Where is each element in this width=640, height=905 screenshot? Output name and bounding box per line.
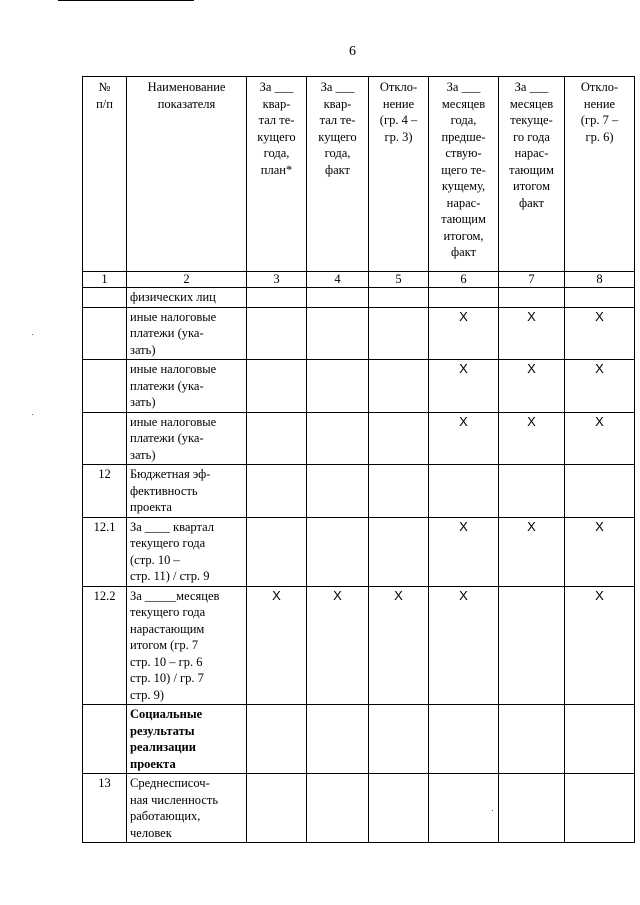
table-row — [83, 412, 635, 465]
value-cell — [499, 774, 565, 843]
value-cell: X — [429, 307, 499, 360]
value-cell — [499, 465, 565, 518]
scan-speck — [492, 810, 493, 811]
value-cell — [307, 288, 369, 308]
value-cell — [307, 517, 369, 586]
column-number-row — [83, 272, 635, 288]
value-cell: X — [565, 517, 635, 586]
row-number: 12 — [83, 465, 127, 518]
value-cell: X — [565, 360, 635, 413]
value-cell: X — [499, 360, 565, 413]
column-number: 8 — [565, 272, 635, 288]
value-cell — [369, 288, 429, 308]
row-number — [83, 288, 127, 308]
indicator-name: Социальные результаты реализации проекта — [127, 705, 247, 774]
value-cell — [499, 705, 565, 774]
value-cell: X — [429, 517, 499, 586]
value-cell: X — [499, 412, 565, 465]
value-cell: X — [499, 517, 565, 586]
top-rule — [58, 0, 194, 1]
value-cell — [369, 307, 429, 360]
value-cell — [247, 465, 307, 518]
column-number: 1 — [83, 272, 127, 288]
table-row — [83, 517, 635, 586]
value-cell — [369, 360, 429, 413]
value-cell — [429, 465, 499, 518]
header-cell: За ___ месяцев года, предше- ствую- щего те- кущему, нарас- тающим итогом, факт — [429, 77, 499, 272]
value-cell — [499, 586, 565, 705]
indicator-name: Среднесписоч- ная численность работающих, человек — [127, 774, 247, 843]
value-cell — [247, 705, 307, 774]
column-number: 3 — [247, 272, 307, 288]
indicators-table — [82, 76, 635, 843]
value-cell — [565, 465, 635, 518]
value-cell: X — [369, 586, 429, 705]
value-cell — [307, 360, 369, 413]
value-cell — [499, 288, 565, 308]
row-number: 13 — [83, 774, 127, 843]
row-number — [83, 360, 127, 413]
row-number: 12.2 — [83, 586, 127, 705]
table-row — [83, 705, 635, 774]
column-number: 6 — [429, 272, 499, 288]
value-cell — [369, 517, 429, 586]
table-row — [83, 288, 635, 308]
table-row — [83, 307, 635, 360]
header-cell: № п/п — [83, 77, 127, 272]
table-body — [83, 288, 635, 843]
value-cell — [369, 465, 429, 518]
value-cell — [307, 412, 369, 465]
header-cell: Откло- нение (гр. 4 – гр. 3) — [369, 77, 429, 272]
indicator-name: За ____ квартал текущего года (стр. 10 – стр. 11) / стр. 9 — [127, 517, 247, 586]
value-cell — [429, 288, 499, 308]
value-cell: X — [429, 412, 499, 465]
scan-speck — [32, 414, 33, 415]
value-cell — [369, 774, 429, 843]
value-cell — [429, 774, 499, 843]
value-cell: X — [429, 586, 499, 705]
indicator-name: иные налоговые платежи (ука- зать) — [127, 307, 247, 360]
indicator-name: иные налоговые платежи (ука- зать) — [127, 360, 247, 413]
header-cell: Наименование показателя — [127, 77, 247, 272]
table-header-row — [83, 77, 635, 272]
indicator-name: Бюджетная эф- фективность проекта — [127, 465, 247, 518]
value-cell — [565, 288, 635, 308]
value-cell: X — [565, 412, 635, 465]
header-cell: За ___ месяцев текуще- го года нарас- тающим итогом факт — [499, 77, 565, 272]
page-number: 6 — [349, 44, 356, 59]
column-number: 4 — [307, 272, 369, 288]
value-cell: X — [565, 586, 635, 705]
value-cell — [247, 412, 307, 465]
header-cell: За ___ квар- тал те- кущего года, план* — [247, 77, 307, 272]
value-cell — [307, 774, 369, 843]
row-number: 12.1 — [83, 517, 127, 586]
table-row — [83, 774, 635, 843]
value-cell — [565, 705, 635, 774]
value-cell — [247, 288, 307, 308]
value-cell — [565, 774, 635, 843]
header-cell: За ___ квар- тал те- кущего года, факт — [307, 77, 369, 272]
value-cell — [247, 360, 307, 413]
header-cell: Откло- нение (гр. 7 – гр. 6) — [565, 77, 635, 272]
value-cell: X — [307, 586, 369, 705]
value-cell — [307, 465, 369, 518]
column-number: 7 — [499, 272, 565, 288]
indicator-name: физических лиц — [127, 288, 247, 308]
value-cell — [247, 774, 307, 843]
value-cell — [307, 705, 369, 774]
value-cell — [369, 412, 429, 465]
column-number: 2 — [127, 272, 247, 288]
table-row — [83, 360, 635, 413]
value-cell: X — [565, 307, 635, 360]
value-cell — [247, 517, 307, 586]
table-row — [83, 586, 635, 705]
row-number — [83, 307, 127, 360]
indicator-name: За _____месяцев текущего года нарастающим итогом (гр. 7 стр. 10 – гр. 6 стр. 10) / гр. 7 стр. 9) — [127, 586, 247, 705]
value-cell — [429, 705, 499, 774]
indicator-name: иные налоговые платежи (ука- зать) — [127, 412, 247, 465]
scan-speck — [32, 334, 33, 335]
row-number — [83, 412, 127, 465]
value-cell: X — [499, 307, 565, 360]
column-number: 5 — [369, 272, 429, 288]
table-row — [83, 465, 635, 518]
value-cell — [307, 307, 369, 360]
value-cell: X — [247, 586, 307, 705]
row-number — [83, 705, 127, 774]
value-cell — [369, 705, 429, 774]
value-cell — [247, 307, 307, 360]
value-cell: X — [429, 360, 499, 413]
